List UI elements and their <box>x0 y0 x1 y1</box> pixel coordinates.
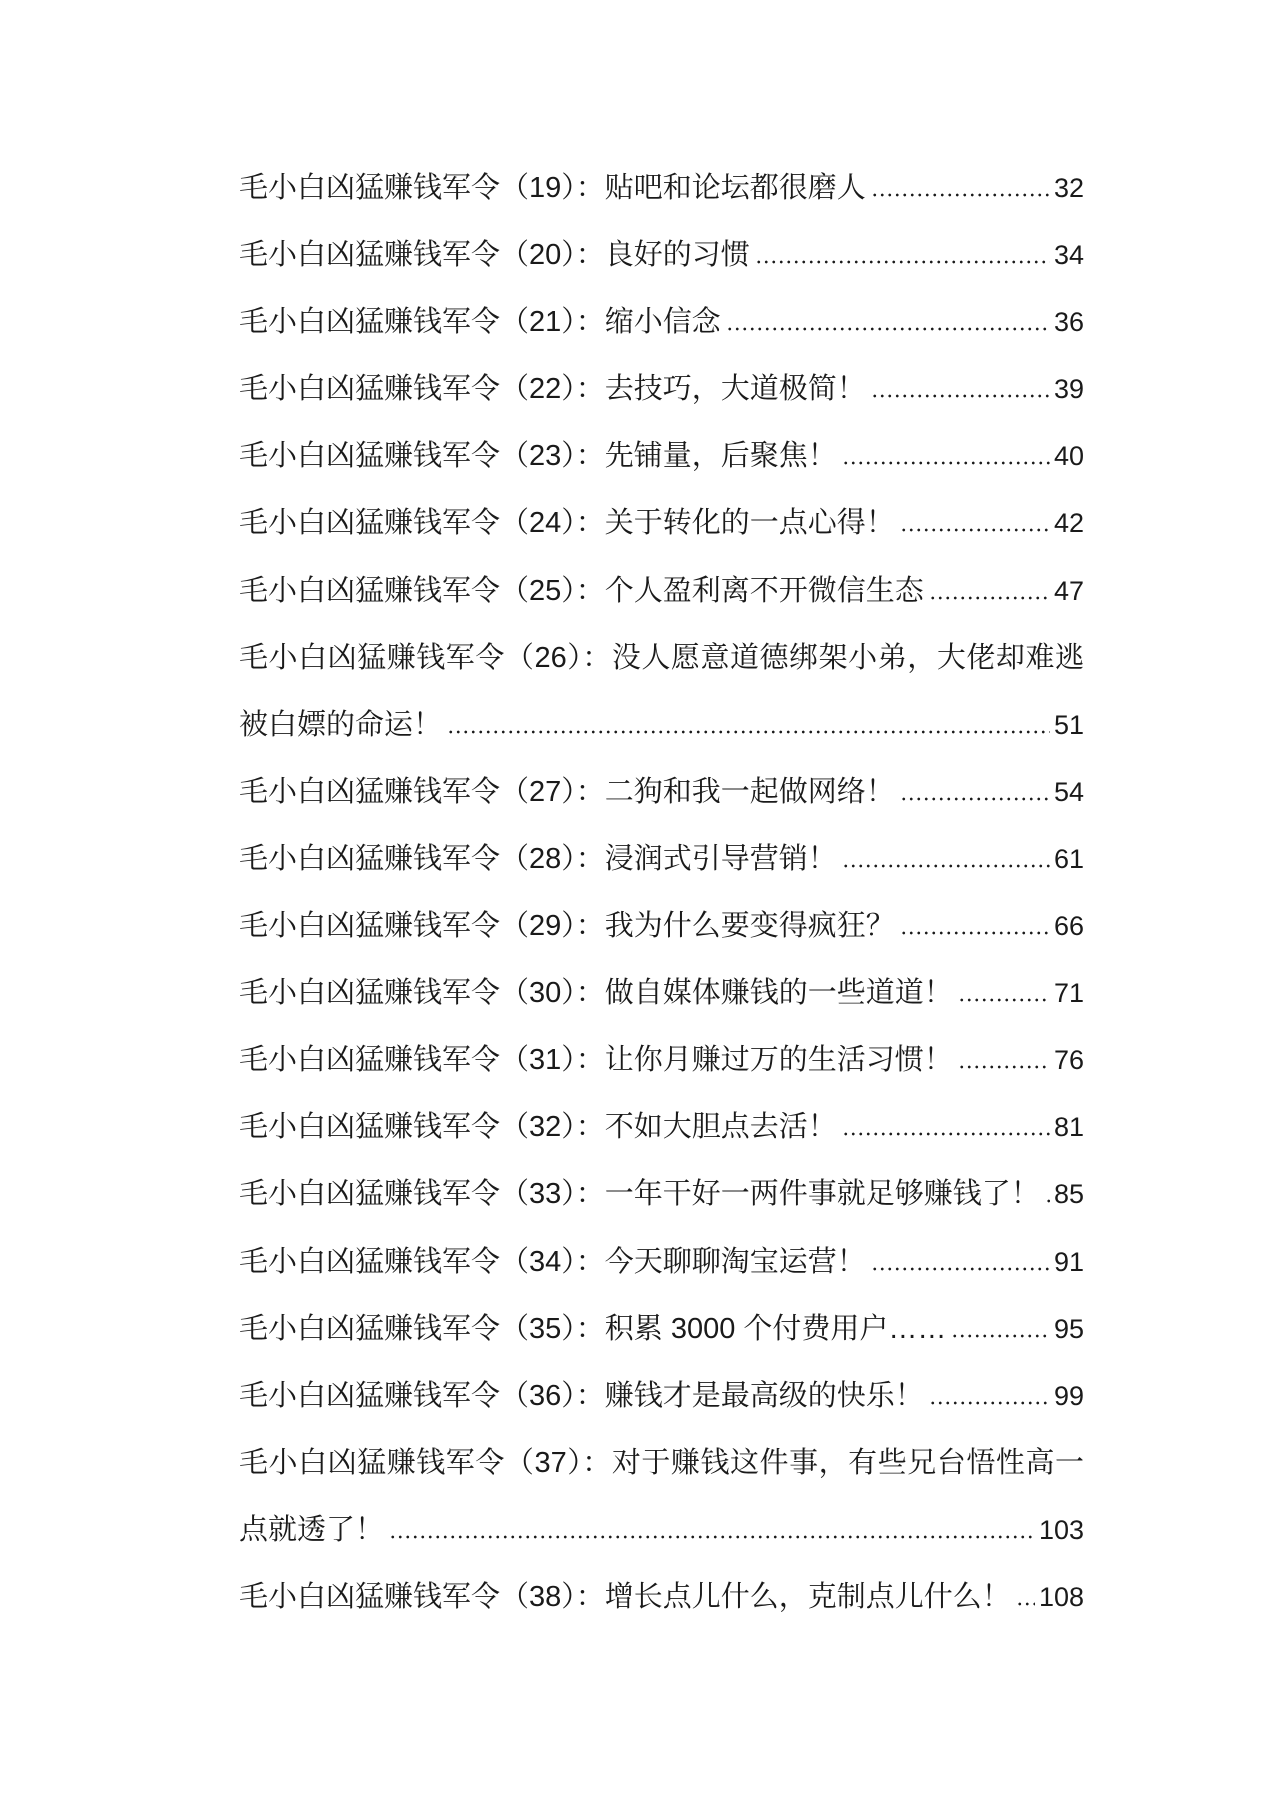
toc-entry-title: 毛小白凶猛赚钱军令（20）：良好的习惯 <box>239 239 750 272</box>
toc-entry-second-line <box>239 692 1084 759</box>
toc-entry-title: 毛小白凶猛赚钱军令（22）：去技巧，大道极简！ <box>239 373 866 406</box>
toc-page-number: 36 <box>1053 307 1084 338</box>
toc-page-number: 108 <box>1038 1581 1084 1612</box>
toc-entry-title-continuation: 点就透了！ <box>239 1513 385 1546</box>
toc-entry-title: 毛小白凶猛赚钱军令（38）：增长点儿什么，克制点儿什么！ <box>239 1580 1011 1613</box>
toc-entry <box>239 222 1084 289</box>
toc-entry <box>239 826 1084 893</box>
toc-page-number: 91 <box>1053 1246 1084 1277</box>
toc-page-number: 47 <box>1053 575 1084 606</box>
leader-dots <box>900 528 1050 532</box>
toc-entry <box>239 1229 1084 1296</box>
toc-page-number: 81 <box>1053 1112 1084 1143</box>
toc-page-number: 32 <box>1053 173 1084 203</box>
toc-entry <box>239 1296 1084 1363</box>
toc-entry-title: 毛小白凶猛赚钱军令（26）：没人愿意道德绑架小弟，大佬却难逃 <box>239 641 1084 674</box>
toc-entry <box>239 356 1084 423</box>
toc-page-number: 85 <box>1053 1179 1084 1210</box>
toc-entry-title: 毛小白凶猛赚钱军令（24）：关于转化的一点心得！ <box>239 507 895 540</box>
toc-page-number: 76 <box>1053 1045 1084 1076</box>
toc-entry-title: 毛小白凶猛赚钱军令（31）：让你月赚过万的生活习惯！ <box>239 1044 953 1077</box>
leader-dots <box>726 327 1050 331</box>
leader-dots <box>929 596 1050 600</box>
table-of-contents <box>239 155 1084 1631</box>
toc-page-number: 51 <box>1053 709 1084 740</box>
toc-entry-title: 毛小白凶猛赚钱军令（19）：贴吧和论坛都很磨人 <box>239 172 866 204</box>
toc-entry <box>239 1363 1084 1430</box>
toc-entry <box>239 289 1084 356</box>
toc-entry-title: 毛小白凶猛赚钱军令（37）：对于赚钱这件事，有些兄台悟性高一 <box>239 1446 1084 1479</box>
toc-entry <box>239 1161 1084 1228</box>
leader-dots <box>958 1065 1050 1069</box>
toc-entry-wrapped <box>239 625 1084 759</box>
toc-entry-title: 毛小白凶猛赚钱军令（28）：浸润式引导营销！ <box>239 842 837 875</box>
toc-entry <box>239 759 1084 826</box>
toc-page-number: 103 <box>1038 1514 1084 1545</box>
toc-entry-title: 毛小白凶猛赚钱军令（32）：不如大胆点去活！ <box>239 1111 837 1144</box>
leader-dots <box>842 864 1050 868</box>
toc-page-number: 54 <box>1053 776 1084 807</box>
toc-entry <box>239 960 1084 1027</box>
leader-dots <box>900 797 1050 801</box>
toc-entry-second-line <box>239 1497 1084 1564</box>
toc-entry-title: 毛小白凶猛赚钱军令（30）：做自媒体赚钱的一些道道！ <box>239 977 953 1010</box>
leader-dots <box>755 260 1050 264</box>
toc-entry-title: 毛小白凶猛赚钱军令（34）：今天聊聊淘宝运营！ <box>239 1245 866 1278</box>
toc-page-number: 95 <box>1053 1313 1084 1344</box>
leader-dots <box>842 461 1050 465</box>
toc-page-number: 71 <box>1053 978 1084 1009</box>
toc-entry-title: 毛小白凶猛赚钱军令（35）：积累 3000 个付费用户…… <box>239 1312 947 1345</box>
leader-dots <box>871 193 1050 197</box>
toc-page-number: 66 <box>1053 911 1084 942</box>
toc-entry-title: 毛小白凶猛赚钱军令（25）：个人盈利离不开微信生态 <box>239 574 924 607</box>
leader-dots <box>1016 1602 1035 1606</box>
toc-entry-wrapped <box>239 1430 1084 1564</box>
toc-entry <box>239 1564 1084 1631</box>
toc-entry <box>239 1094 1084 1161</box>
toc-page-number: 40 <box>1053 441 1084 472</box>
leader-dots <box>900 931 1050 935</box>
toc-entry <box>239 1027 1084 1094</box>
leader-dots <box>871 1267 1050 1271</box>
leader-dots <box>871 394 1050 398</box>
toc-page-number: 99 <box>1053 1380 1084 1411</box>
toc-page-number: 34 <box>1053 240 1084 271</box>
toc-page-number: 42 <box>1053 508 1084 539</box>
leader-dots <box>951 1334 1050 1338</box>
toc-entry <box>239 490 1084 557</box>
toc-entry <box>239 893 1084 960</box>
toc-entry <box>239 558 1084 625</box>
toc-entry-title: 毛小白凶猛赚钱军令（36）：赚钱才是最高级的快乐！ <box>239 1379 924 1412</box>
toc-entry-title-continuation: 被白嫖的命运！ <box>239 708 443 741</box>
leader-dots <box>447 730 1050 734</box>
toc-page-number: 61 <box>1053 843 1084 874</box>
toc-page-number: 39 <box>1053 374 1084 405</box>
leader-dots <box>389 1535 1035 1539</box>
toc-entry <box>239 155 1084 222</box>
toc-entry-title: 毛小白凶猛赚钱军令（33）：一年干好一两件事就足够赚钱了！ <box>239 1178 1040 1211</box>
toc-entry-title: 毛小白凶猛赚钱军令（23）：先铺量，后聚焦！ <box>239 440 837 473</box>
toc-entry-title: 毛小白凶猛赚钱军令（21）：缩小信念 <box>239 306 721 339</box>
leader-dots <box>929 1401 1050 1405</box>
toc-entry-first-line <box>239 625 1084 692</box>
leader-dots <box>1045 1199 1050 1203</box>
toc-entry-first-line <box>239 1430 1084 1497</box>
toc-entry-title: 毛小白凶猛赚钱军令（27）：二狗和我一起做网络！ <box>239 775 895 808</box>
leader-dots <box>958 998 1050 1002</box>
toc-entry <box>239 423 1084 490</box>
leader-dots <box>842 1132 1050 1136</box>
toc-entry-title: 毛小白凶猛赚钱军令（29）：我为什么要变得疯狂？ <box>239 910 895 943</box>
